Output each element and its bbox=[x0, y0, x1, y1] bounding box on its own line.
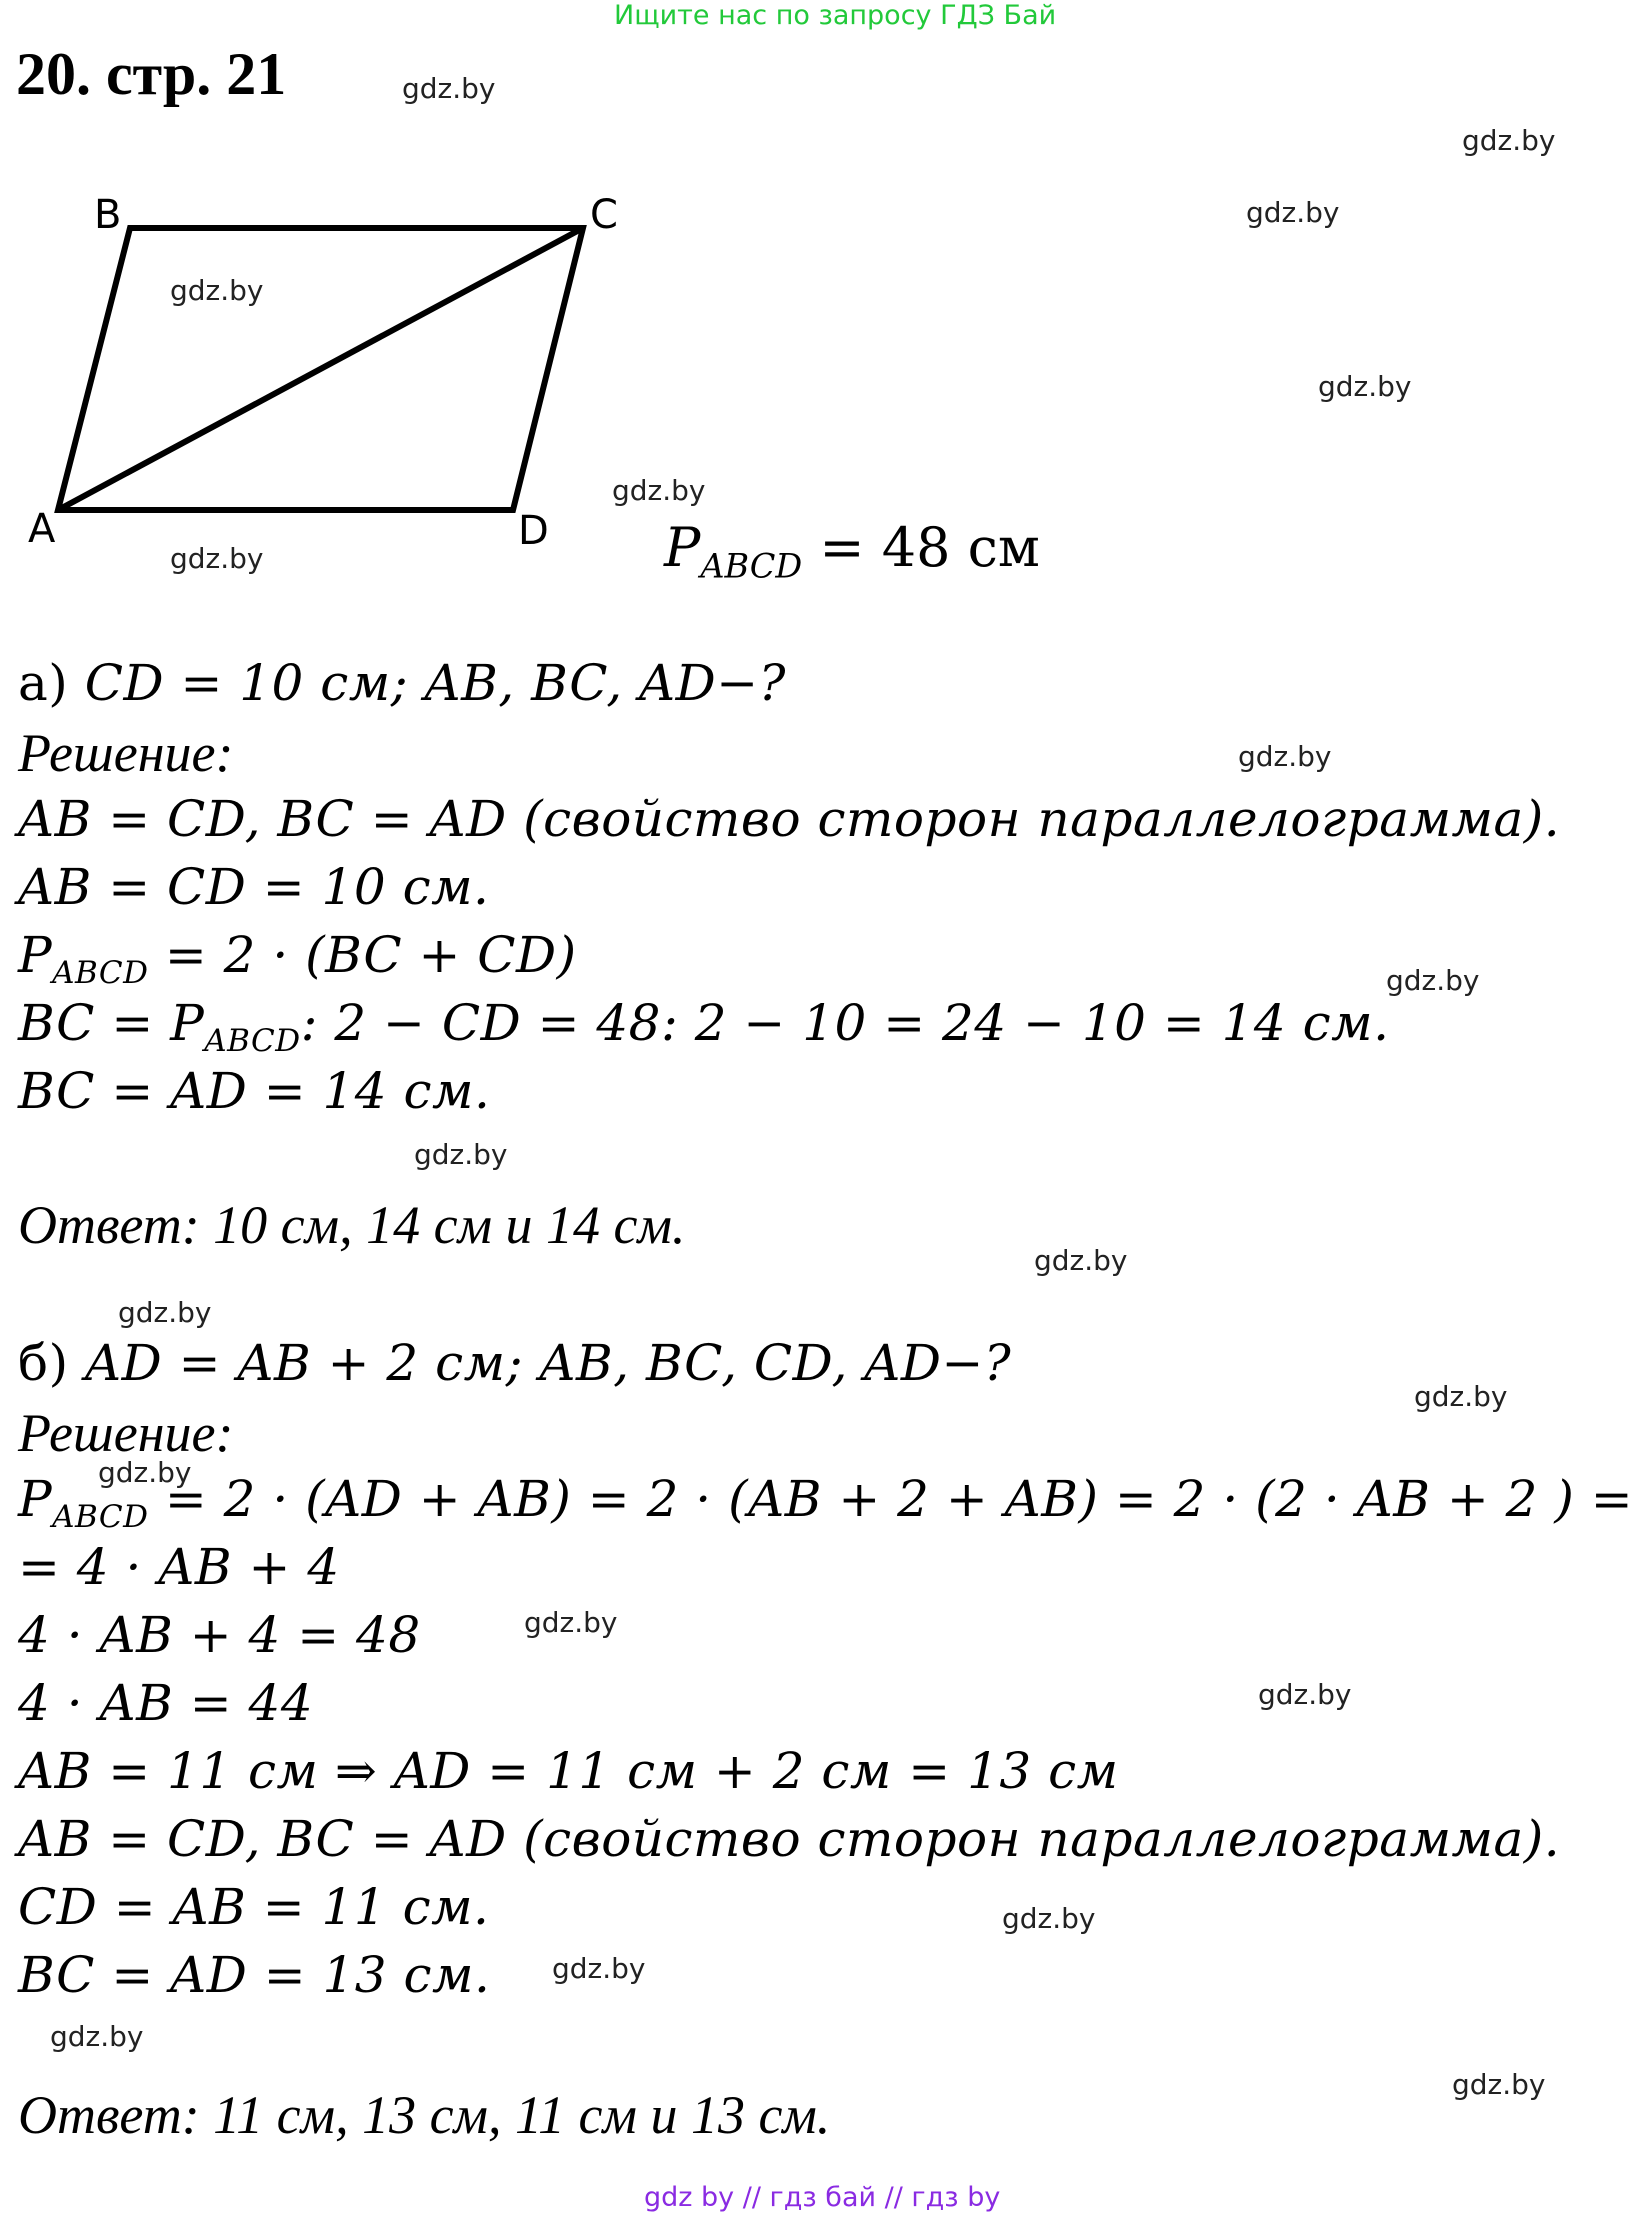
diagonal-ac bbox=[58, 228, 583, 510]
part-b-line-1: = 4 · AB + 4 bbox=[18, 1538, 340, 1596]
part-a-perimeter-subscript: ABCD bbox=[52, 954, 149, 991]
part-b-line-2: 4 · AB + 4 = 48 bbox=[18, 1606, 421, 1664]
part-a-line-2: AB = CD = 10 см. bbox=[18, 858, 490, 916]
part-b-perimeter-subscript: ABCD bbox=[52, 1498, 149, 1535]
part-b-condition-text: AD = AB + 2 см; AB, BC, CD, AD−? bbox=[85, 1334, 1012, 1392]
part-b-prefix: б) bbox=[18, 1334, 86, 1392]
watermark: gdz.by bbox=[170, 274, 264, 307]
part-a-prefix: а) bbox=[18, 654, 85, 712]
watermark: gdz.by bbox=[1258, 1678, 1352, 1711]
part-b-line-6: CD = AB = 11 см. bbox=[18, 1878, 490, 1936]
part-b-solution-label: Решение: bbox=[18, 1403, 234, 1463]
watermark: gdz.by bbox=[1452, 2068, 1546, 2101]
vertex-b-label: B bbox=[94, 192, 122, 238]
part-a-perimeter-symbol: P bbox=[18, 926, 53, 984]
watermark: gdz.by bbox=[1246, 196, 1340, 229]
watermark: gdz.by bbox=[1386, 964, 1480, 997]
watermark: gdz.by bbox=[118, 1296, 212, 1329]
watermark: gdz.by bbox=[552, 1952, 646, 1985]
part-b-line-7: BC = AD = 13 см. bbox=[18, 1946, 491, 2004]
footer-banner[interactable]: gdz by // гдз бай // гдз by bbox=[644, 2182, 1001, 2213]
part-a-bc-start: BC = P bbox=[18, 994, 205, 1052]
perimeter-subscript: ABCD bbox=[700, 546, 803, 586]
part-b-condition bbox=[18, 1334, 1011, 1392]
part-b-line-5: AB = CD, BC = AD (свойство сторон параллелограмма). bbox=[18, 1810, 1561, 1868]
part-b-line-4: AB = 11 см ⇒ AD = 11 см + 2 см = 13 см bbox=[18, 1742, 1119, 1800]
given-perimeter bbox=[664, 516, 1040, 586]
part-a-bc-line bbox=[18, 994, 1390, 1059]
part-a-solution-label: Решение: bbox=[18, 723, 234, 783]
part-a-bc-subscript: ABCD bbox=[204, 1022, 301, 1059]
part-a-bc-rest: : 2 − CD = 48: 2 − 10 = 24 − 10 = 14 см. bbox=[300, 994, 1390, 1052]
vertex-a-label: A bbox=[28, 506, 56, 552]
part-b-perimeter-line bbox=[18, 1470, 1633, 1535]
part-a-perimeter-rest: = 2 · (BC + CD) bbox=[148, 926, 577, 984]
perimeter-symbol: P bbox=[664, 516, 701, 579]
vertex-c-label: C bbox=[590, 192, 618, 238]
part-b-line-3: 4 · AB = 44 bbox=[18, 1674, 314, 1732]
part-a-condition-text: CD = 10 см; AB, BC, AD−? bbox=[84, 654, 786, 712]
part-a-answer: Ответ: 10 см, 14 см и 14 см. bbox=[18, 1195, 686, 1255]
part-a-perimeter-line bbox=[18, 926, 577, 991]
watermark: gdz.by bbox=[414, 1138, 508, 1171]
watermark: gdz.by bbox=[50, 2020, 144, 2053]
part-a-bc-ad: BC = AD = 14 см. bbox=[18, 1062, 491, 1120]
watermark: gdz.by bbox=[1318, 370, 1412, 403]
watermark: gdz.by bbox=[1462, 124, 1556, 157]
watermark: gdz.by bbox=[1034, 1244, 1128, 1277]
part-b-answer: Ответ: 11 см, 13 см, 11 см и 13 см. bbox=[18, 2085, 831, 2145]
vertex-d-label: D bbox=[518, 508, 549, 554]
watermark: gdz.by bbox=[1238, 740, 1332, 773]
watermark: gdz.by bbox=[1414, 1380, 1508, 1413]
watermark: gdz.by bbox=[1002, 1902, 1096, 1935]
part-b-perimeter-symbol: P bbox=[18, 1470, 53, 1528]
part-a-line-1: AB = CD, BC = AD (свойство сторон параллелограмма). bbox=[18, 790, 1561, 848]
perimeter-value: = 48 см bbox=[802, 516, 1040, 579]
top-banner[interactable]: Ищите нас по запросу ГДЗ Бай bbox=[614, 0, 1057, 31]
watermark: gdz.by bbox=[98, 1456, 192, 1489]
page-title: 20. стр. 21 bbox=[16, 41, 287, 107]
watermark: gdz.by bbox=[170, 542, 264, 575]
part-b-perimeter-rest: = 2 · (AD + AB) = 2 · (AB + 2 + AB) = 2 · (2 · AB + 2 ) = bbox=[148, 1470, 1634, 1528]
part-a-condition bbox=[18, 654, 786, 712]
watermark: gdz.by bbox=[402, 72, 496, 105]
watermark: gdz.by bbox=[524, 1606, 618, 1639]
watermark: gdz.by bbox=[612, 474, 706, 507]
